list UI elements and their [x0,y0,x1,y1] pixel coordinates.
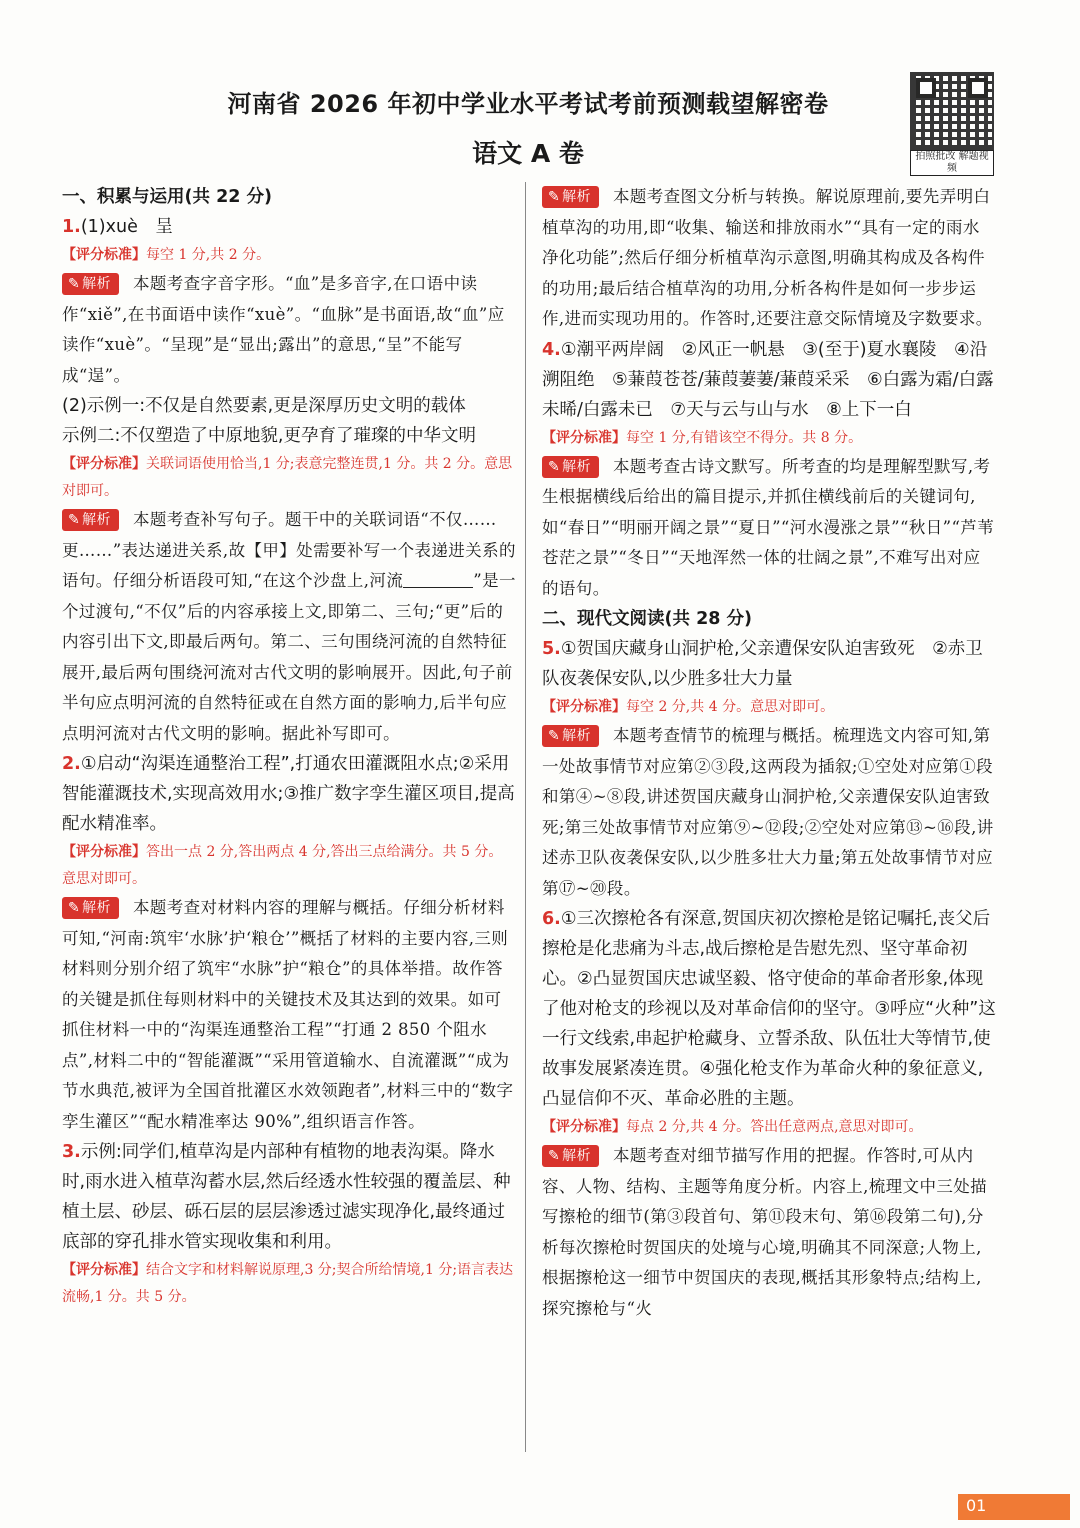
analysis-label: 解析 [562,458,591,475]
answer-q2 [62,749,516,839]
answer-q5 [542,634,996,694]
column-divider [525,182,526,1452]
analysis-badge [542,456,599,478]
analysis-label: 解析 [562,1148,591,1164]
scoring-text: 答出一点 2 分,答出两点 4 分,答出三点给满分。共 5 分。意思对即可。 [62,844,503,887]
analysis-block [542,452,996,605]
scoring-standard [62,242,516,269]
scoring-text: 每点 2 分,共 4 分。答出任意两点,意思对即可。 [626,1119,923,1135]
scoring-label: 【评分标准】 [542,699,626,715]
analysis-text: 本题考查图文分析与转换。解说原理前,要先弄明白植草沟的功用,即“收集、输送和排放雨水”“具有一定的雨水净化功能”;然后仔细分析植草沟示意图,明确其构成及各构件的功用;最后结合植草沟的功用,分析各构件是如何一步步运作,进而实现功用的。作答时,还要注意交际情境及字数要求。 [542,187,993,328]
answer-q1-1 [62,212,516,242]
question-number: 6. [542,909,561,929]
scoring-text: 每空 1 分,共 2 分。 [146,247,271,263]
scoring-standard [542,694,996,721]
qr-caption: 拍照批改 解题视频 [910,150,994,176]
scoring-text: 每空 2 分,共 4 分。意思对即可。 [626,699,835,715]
answer-text: ①三次擦枪各有深意,贺国庆初次擦枪是铭记嘱托,丧父后擦枪是化悲痛为斗志,战后擦枪是告慰先烈、坚守革命初心。②凸显贺国庆忠诚坚毅、恪守使命的革命者形象,体现了他对枪支的珍视以及对革命信仰的坚守。③呼应“火种”这一行文线索,串起护枪藏身、立誓杀敌、队伍壮大等情节,使故事发展紧凑连贯。④强化枪支作为革命火种的象征意义,凸显信仰不灭、革命必胜的主题。 [542,909,996,1109]
scoring-label: 【评分标准】 [542,429,626,446]
answer-text: ①贺国庆藏身山洞护枪,父亲遭保安队迫害致死 ②赤卫队夜袭保安队,以少胜多壮大力量 [542,639,983,689]
analysis-text: 本题考查字音字形。“血”是多音字,在口语中读作“xiě”,在书面语中读作“xuè”。“血脉”是书面语,故“血”应读作“xuè”。“呈现”是“显出;露出”的意思,“呈”不能写成“逞”。 [62,274,505,385]
analysis-label: 解析 [562,189,591,205]
analysis-label: 解析 [82,900,111,916]
scoring-label: 【评分标准】 [542,1119,626,1135]
page-title: 河南省 2026 年初中学业水平考试考前预测载望解密卷 [227,90,829,118]
answer-text: ①启动“沟渠连通整治工程”,打通农田灌溉阻水点;②采用智能灌溉技术,实现高效用水;③推广数字孪生灌区项目,提高配水精准率。 [62,754,515,834]
question-number: 2. [62,754,81,774]
scoring-text: 关联词语使用恰当,1 分;表意完整连贯,1 分。共 2 分。意思对即可。 [62,456,513,499]
answer-text: (1)xuè 呈 [80,217,173,237]
analysis-badge [62,509,119,531]
analysis-text: 本题考查对材料内容的理解与概括。仔细分析材料可知,“河南:筑牢‘水脉’护‘粮仓’”概括了材料的主要内容,三则材料则分别介绍了筑牢“水脉”护“粮仓”的具体举措。故作答的关键是抓住每则材料中的关键技术及其达到的效果。如可抓住材料一中的“沟渠连通整治工程”“打通 2 850 个阻水点”,材料二中的“智能灌溉”“采用管道输水、自流灌溉”“成为节水典范,被评为全国首批灌区水效领跑者”,材料三中的“数字孪生灌区”“配水精准率达 90%”,组织语言作答。 [62,898,514,1131]
analysis-badge [542,725,599,747]
analysis-text-cont: ”是一个过渡句,“不仅”后的内容承接上文,即第二、三句;“更”后的内容引出下文,即最后两句。第二、三句围绕河流的自然特征展开,最后两句围绕河流对古代文明的影响展开。因此,句子前半句应点明河流的自然特征或在自然方面的影响力,后半句应点明河流对古代文明的影响。据此补写即可。 [62,571,516,743]
analysis-block [62,269,516,391]
scoring-standard [62,1257,516,1311]
pen-icon: ✎ [68,276,81,292]
qr-code-icon[interactable] [910,72,994,150]
analysis-label: 解析 [82,512,111,528]
pen-icon: ✎ [548,728,561,744]
scoring-text: 每空 1 分,有错该空不得分。共 8 分。 [626,429,863,446]
scoring-standard [542,1114,996,1141]
answer-text: ①潮平两岸阔 ②风正一帆悬 ③(至于)夏水襄陵 ④沿溯阻绝 ⑤蒹葭苍苍/蒹葭萋萋/蒹葭采采 ⑥白露为霜/白露未晞/白露未已 ⑦天与云与山与水 ⑧上下一白 [542,339,994,420]
analysis-block [542,721,996,904]
analysis-block [62,505,516,749]
scoring-label: 【评分标准】 [62,1262,146,1278]
answer-q1-2b: 示例二:不仅塑造了中原地貌,更孕育了璀璨的中华文明 [62,426,476,446]
question-number: 3. [62,1142,81,1162]
analysis-text: 本题考查对细节描写作用的把握。作答时,可从内容、人物、结构、主题等角度分析。内容上,梳理文中三处描写擦枪的细节(第③段首句、第⑪段末句、第⑯段第二句),分析每次擦枪时贺国庆的处境与心境,明确其不同深意;人物上,根据擦枪这一细节中贺国庆的表现,概括其形象特点;结构上,探究擦枪与“火 [542,1146,988,1318]
scoring-standard [62,451,516,505]
analysis-badge [62,273,119,295]
page-subtitle: 语文 A 卷 [472,139,584,168]
pen-icon: ✎ [548,458,561,475]
pen-icon: ✎ [548,189,561,205]
answer-q1-2a: (2)示例一:不仅是自然要素,更是深厚历史文明的载体 [62,396,466,416]
pen-icon: ✎ [68,512,81,528]
question-number: 5. [542,639,561,659]
scoring-label: 【评分标准】 [62,247,146,263]
answer-q6 [542,904,996,1114]
right-column [542,182,996,1324]
analysis-text: 本题考查古诗文默写。所考查的均是理解型默写,考生根据横线后给出的篇目提示,并抓住横线前后的关键词句,如“春日”“明丽开阔之景”“夏日”“河水漫涨之景”“秋日”“芦苇苍茫之景”“冬日”“天地浑然一体的壮阔之景”,不难写出对应的语句。 [542,456,995,598]
analysis-badge [542,186,599,208]
scoring-label: 【评分标准】 [62,844,146,860]
pen-icon: ✎ [68,900,81,916]
analysis-block [62,893,516,1137]
answer-text: 示例:同学们,植草沟是内部种有植物的地表沟渠。降水时,雨水进入植草沟蓄水层,然后经透水性较强的覆盖层、种植土层、砂层、砾石层的层层渗透过滤实现净化,最终通过底部的穿孔排水管实现收集和利用。 [62,1142,511,1252]
scoring-standard [542,425,996,452]
analysis-label: 解析 [562,728,591,744]
question-number: 4. [542,339,561,360]
question-number: 1. [62,217,81,237]
analysis-block [542,1141,996,1324]
left-column [62,182,516,1311]
section-heading-1: 一、积累与运用(共 22 分) [62,187,273,207]
fill-blank-line [403,569,473,588]
scoring-standard [62,839,516,893]
page-number: 01 [966,1496,987,1515]
scoring-text: 结合文字和材料解说原理,3 分;契合所给情境,1 分;语言表达流畅,1 分。共 5 分。 [62,1262,514,1305]
scoring-label: 【评分标准】 [62,456,146,472]
pen-icon: ✎ [548,1148,561,1164]
section-heading-2: 二、现代文阅读(共 28 分) [542,609,753,629]
analysis-text: 本题考查补写句子。题干中的关联词语“不仅……更……”表达递进关系,故【甲】处需要补写一个表递进关系的语句。仔细分析语段可知,“在这个沙盘上,河流 [62,510,516,590]
answer-q4 [542,335,996,425]
analysis-badge [62,897,119,919]
analysis-badge [542,1145,599,1167]
analysis-label: 解析 [82,276,111,292]
analysis-block [542,182,996,335]
analysis-text: 本题考查情节的梳理与概括。梳理选文内容可知,第一处故事情节对应第②③段,这两段为插叙;①空处对应第①段和第④~⑧段,讲述贺国庆藏身山洞护枪,父亲遭保安队迫害致死;第三处故事情节对应第⑨~⑫段;②空处对应第⑬~⑯段,讲述赤卫队夜袭保安队,以少胜多壮大力量;第五处故事情节对应第⑰~⑳段。 [542,726,994,898]
answer-q3 [62,1137,516,1257]
